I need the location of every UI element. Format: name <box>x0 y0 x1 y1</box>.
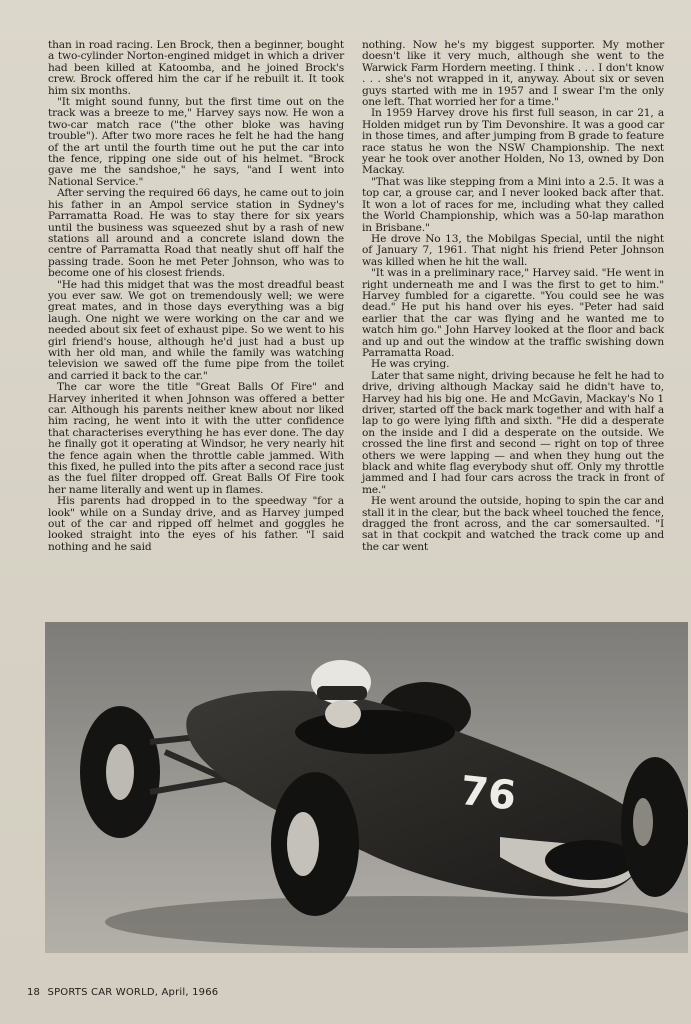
paragraph: His parents had dropped in to the speedway "for a look" while on a Sunday drive, and as Harvey jumped out of the car and ripped off helmet and goggles he looked straight into the eyes of his father. "I said nothing and he said <box>48 495 344 553</box>
driver-goggles <box>317 686 367 700</box>
rear-left-rim <box>106 744 134 800</box>
paragraph: The car wore the title "Great Balls Of Fire" and Harvey inherited it when Johnson was offered a better car. Although his parents neither knew about nor liked him racing, he went into it with the utter confidence that characterises everything he has ever done. The day he finally got it operating at Windsor, he very nearly hit the fence again when the throttle cable jammed. With this fixed, he pulled into the pits after a second race just as the fuel filter dropped off. Great Balls Of Fire took her name literally and went up in flames. <box>48 381 344 496</box>
paragraph: He went around the outside, hoping to spin the car and stall it in the clear, but the back wheel touched the fence, dragged the front across, and the car somersaulted. "I sat in that cockpit and watched the track come up and the car went <box>362 495 664 553</box>
front-left-rim <box>287 812 319 876</box>
car-shadow <box>105 896 688 948</box>
front-right-rim <box>633 798 653 846</box>
paragraph: "It might sound funny, but the first time out on the track was a breeze to me," Harvey says now. He won a two-car match race ("the other bloke was having trouble"). After two more races he felt he had the hang of the art until the fourth time out he put the car into the fence, ripping one side out of his helmet. "Brock gave me the sandshoe," he says, "and I went into National Service." <box>48 96 344 188</box>
paragraph: "It was in a preliminary race," Harvey said. "He went in right underneath me and I was the first to get to him." Harvey fumbled for a cigarette. "You could see he was dead." He put his hand over his eyes. "Peter had said earlier that the car was flying and he wanted me to watch him go." John Harvey looked at the floor and back and up and out the window at the traffic swishing down Parramatta Road. <box>362 267 664 359</box>
paragraph: He drove No 13, the Mobilgas Special, until the night of January 7, 1961. That night his friend Peter Johnson was killed when he hit the wall. <box>362 232 664 268</box>
paragraph: "He had this midget that was the most dreadful beast you ever saw. We got on tremendously well; we were great mates, and in those days everything was a big laugh. One night we were working on the car and we needed about six feet of exhaust pipe. So we went to his girl friend's house, although he'd just had a bust up with her old man, and while the family was watching television we sawed off the fume pipe from the toilet and carried it back to the car." <box>48 278 344 382</box>
paragraph: nothing. Now he's my biggest supporter. My mother doesn't like it very much, although she went to the Warwick Farm Hordern meeting. I think . . . I don't know . . . she's not wrapped in it, anyway. About six or seven guys started with me in 1957 and I swear I'm the only one left. That worried her for a time." <box>362 39 664 109</box>
paragraph: Later that same night, driving because he felt he had to drive, driving although Mackay said he didn't have to, Harvey had his big one. He and McGavin, Mackay's No 1 driver, started off the back mark together and with half a lap to go were lying fifth and sixth. "He did a desperate on the inside and I did a desperate on the outside. We crossed the line first and second — right on top of three others we were lapping — and when they hung out the black and white flag everybody shut off. Only my throttle jammed and I had four cars across the track in front of me." <box>362 369 664 496</box>
paragraph: than in road racing. Len Brock, then a beginner, bought a two-cylinder Norton-engined midget in which a driver had been killed at Katoomba, and he joined Brock's crew. Brock offered him the car if he rebuilt it. It took him six months. <box>48 39 344 97</box>
cockpit <box>295 710 455 754</box>
paragraph: He was crying. <box>371 358 450 371</box>
race-car-illustration <box>45 622 688 953</box>
publication-credit: SPORTS CAR WORLD, April, 1966 <box>47 987 219 998</box>
text-column-left <box>48 40 344 553</box>
text-column-right <box>362 40 664 553</box>
air-intake <box>545 840 635 880</box>
paragraph: After serving the required 66 days, he came out to join his father in an Ampol service station in Sydney's Parramatta Road. He was to stay there for six years until the business was squeezed shut by a rash of new stations all around and a concrete island down the centre of Parramatta Road that neatly shut off half the passing trade. Soon he met Peter Johnson, who was to become one of his closest friends. <box>48 187 344 280</box>
page-footer <box>27 987 218 998</box>
page-number: 18 <box>27 987 41 998</box>
car-number: 76 <box>458 768 519 820</box>
paragraph: In 1959 Harvey drove his first full season, in car 21, a Holden midget run by Tim Devonshire. It was a good car in those times, and after jumping from B grade to feature race status he won the NSW Championship. The next year he took over another Holden, No 13, owned by Don Mackay. <box>362 107 664 177</box>
driver-face <box>325 700 361 728</box>
race-car-photo <box>45 622 688 953</box>
paragraph: "That was like stepping from a Mini into a 2.5. It was a top car, a grouse car, and I never looked back after that. It won a lot of races for me, including what they called the World Championship, which was a 50-lap marathon in Brisbane." <box>362 175 664 234</box>
front-right-wheel <box>621 757 688 897</box>
